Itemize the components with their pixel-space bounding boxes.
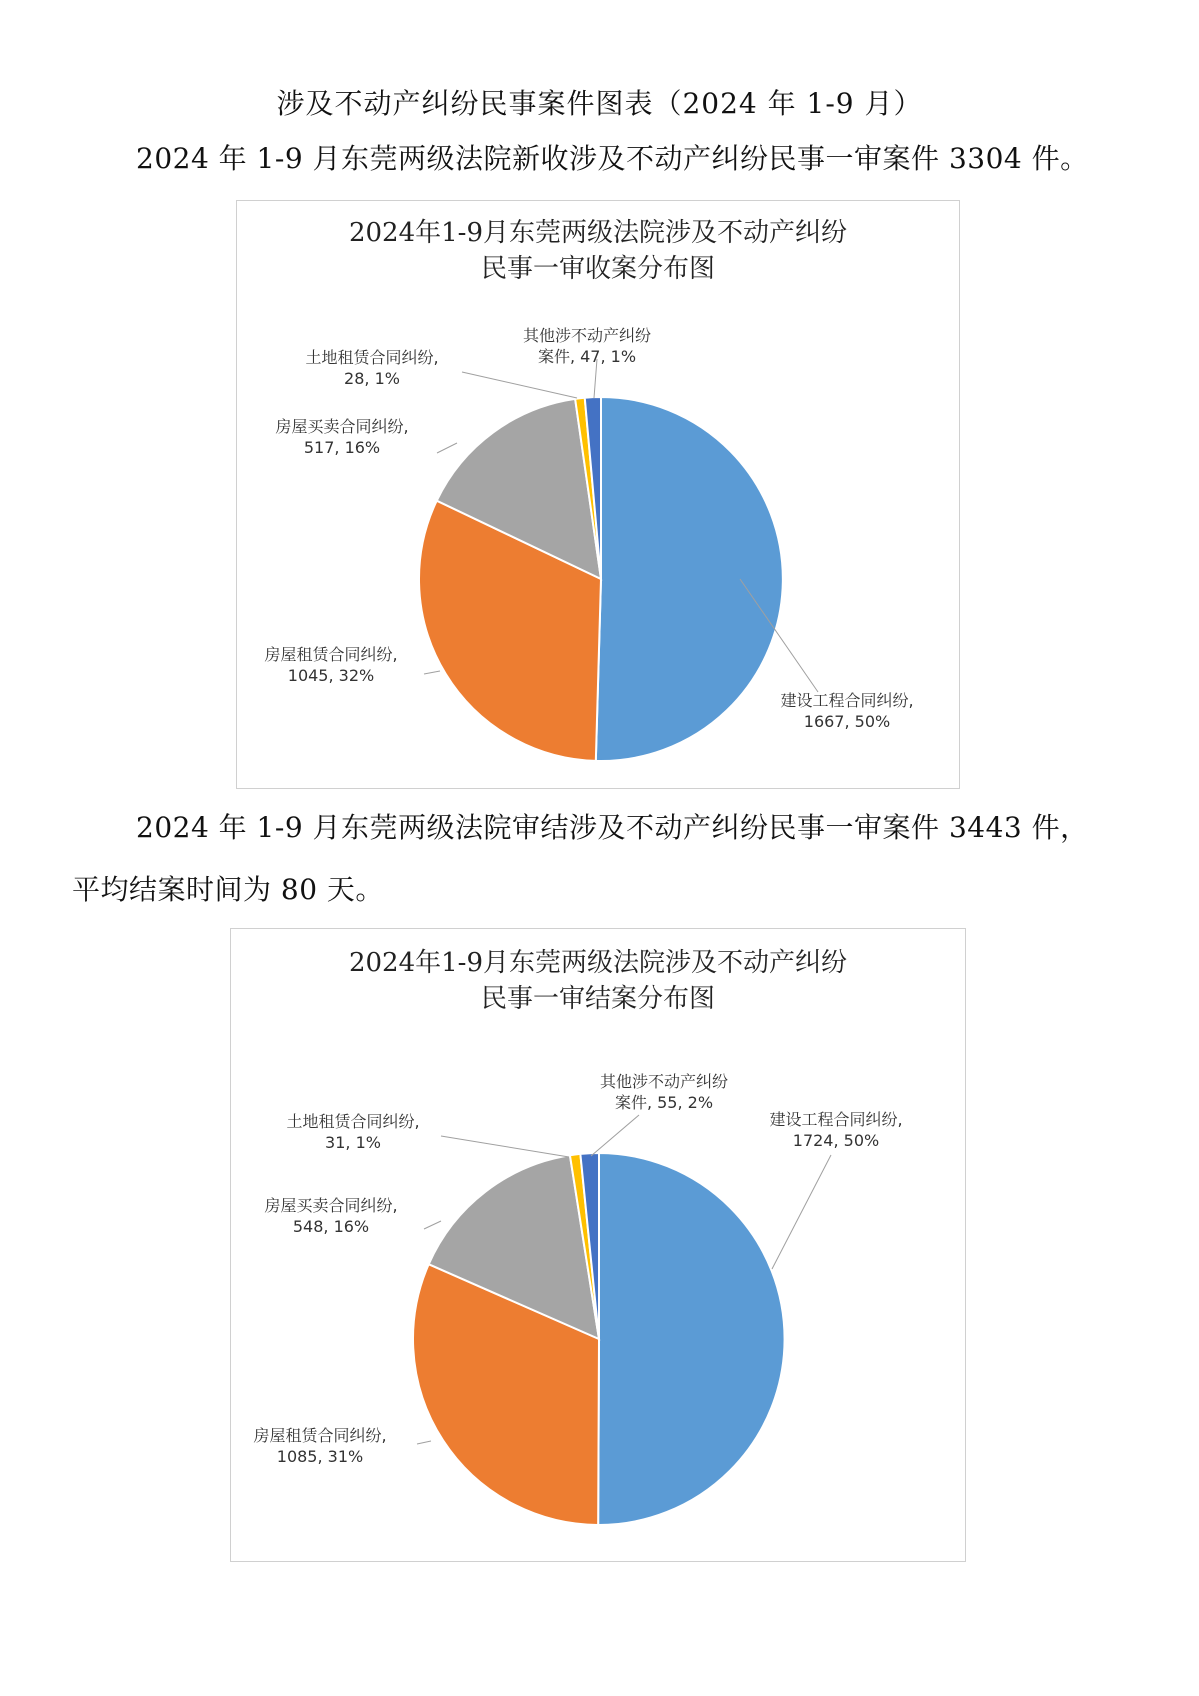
chart-title-line1: 2024年1-9月东莞两级法院涉及不动产纠纷 <box>348 218 848 248</box>
leader-line-0 <box>772 1155 831 1269</box>
paragraph-closed-line1: 2024 年 1-9 月东莞两级法院审结涉及不动产纠纷民事一审案件 3443 件， <box>136 811 1089 844</box>
leader-line-1 <box>417 1441 431 1444</box>
pie-slice-0 <box>596 397 783 761</box>
slice-label-2-line1: 房屋买卖合同纠纷, <box>264 1196 398 1215</box>
slice-label-1-line1: 房屋租赁合同纠纷, <box>264 645 398 664</box>
document-title: 涉及不动产纠纷民事案件图表（2024 年 1-9 月） <box>276 87 923 120</box>
intake-pie-chart <box>237 201 959 788</box>
slice-label-2-line2: 517, 16% <box>303 438 381 457</box>
slice-label-1-line1: 房屋租赁合同纠纷, <box>253 1426 387 1445</box>
slice-label-1-line2: 1045, 32% <box>287 666 375 685</box>
slice-label-0-line1: 建设工程合同纠纷, <box>780 691 914 710</box>
leader-line-3 <box>462 372 577 398</box>
pie-slice-0 <box>598 1153 784 1525</box>
chart-title-line2: 民事一审结案分布图 <box>480 984 716 1014</box>
paragraph-closed-line2: 平均结案时间为 80 天。 <box>72 873 384 906</box>
chart-title-line2: 民事一审收案分布图 <box>480 254 716 284</box>
leader-line-4 <box>591 1115 639 1156</box>
leader-line-2 <box>424 1221 441 1229</box>
intake-chart <box>236 200 960 789</box>
chart-title-line1: 2024年1-9月东莞两级法院涉及不动产纠纷 <box>348 948 848 978</box>
slice-label-3-line1: 土地租赁合同纠纷, <box>286 1112 420 1131</box>
paragraph-intake-text: 2024 年 1-9 月东莞两级法院新收涉及不动产纠纷民事一审案件 3304 件。 <box>136 142 1089 175</box>
slice-label-4-line2: 案件, 47, 1% <box>537 347 637 366</box>
leader-line-1 <box>424 671 440 674</box>
slice-label-2-line1: 房屋买卖合同纠纷, <box>275 417 409 436</box>
closed-chart <box>230 928 966 1562</box>
leader-line-3 <box>441 1136 569 1157</box>
slice-label-0-line1: 建设工程合同纠纷, <box>769 1110 903 1129</box>
slice-label-3-line2: 28, 1% <box>344 369 400 388</box>
slice-label-2-line2: 548, 16% <box>292 1217 370 1236</box>
closed-pie-chart <box>231 929 965 1561</box>
slice-label-3-line1: 土地租赁合同纠纷, <box>305 348 439 367</box>
slice-label-4-line1: 其他涉不动产纠纷 <box>522 326 652 345</box>
slice-label-4-line1: 其他涉不动产纠纷 <box>599 1072 729 1091</box>
slice-label-0-line2: 1724, 50% <box>792 1131 880 1150</box>
leader-line-2 <box>437 443 457 453</box>
slice-label-1-line2: 1085, 31% <box>276 1447 364 1466</box>
slice-label-0-line2: 1667, 50% <box>803 712 891 731</box>
slice-label-4-line2: 案件, 55, 2% <box>614 1093 714 1112</box>
slice-label-3-line2: 31, 1% <box>325 1133 381 1152</box>
paragraph-intake <box>72 128 1152 190</box>
paragraph-closed <box>72 797 1152 921</box>
